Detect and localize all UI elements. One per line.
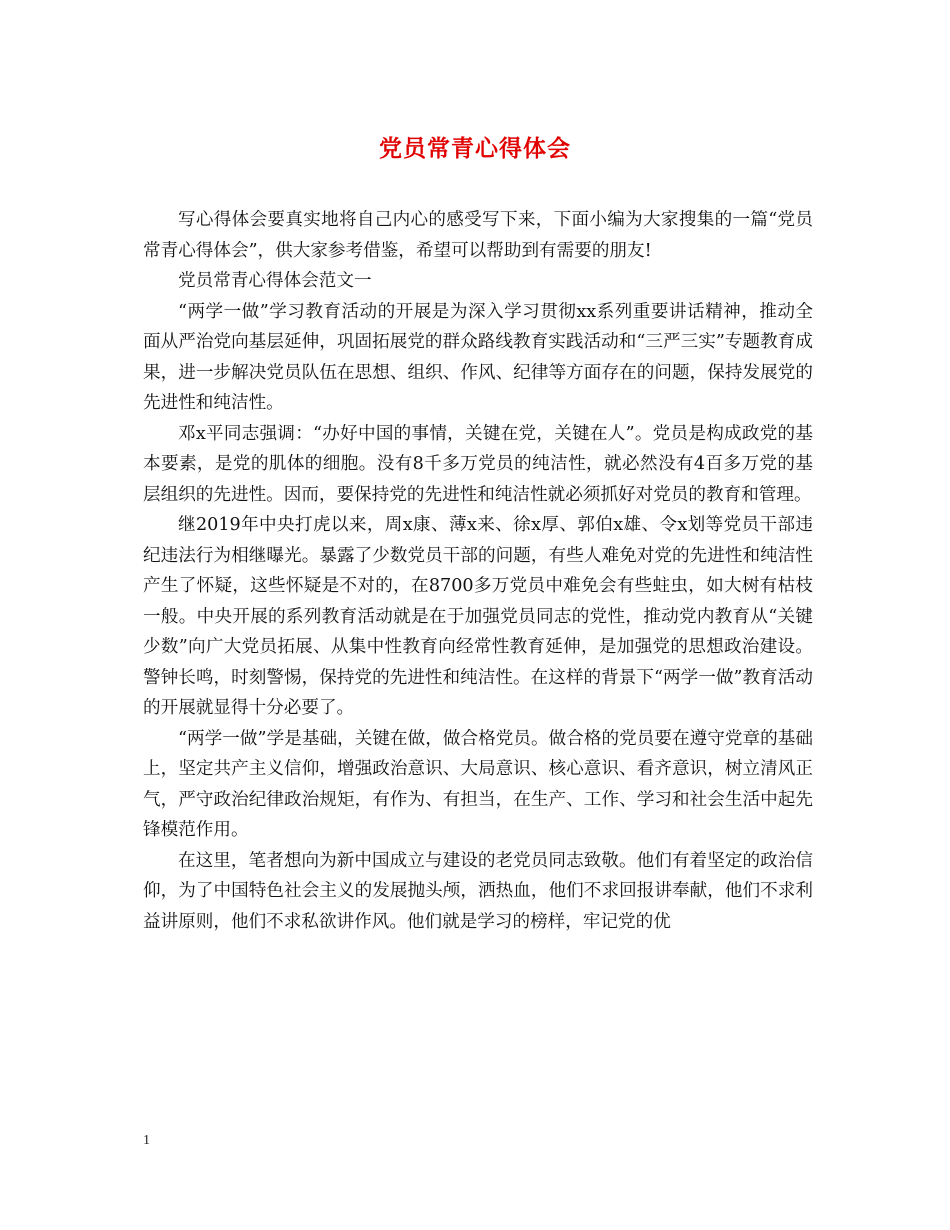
body-paragraph: 在这里，笔者想向为新中国成立与建设的老党员同志致敬。他们有着坚定的政治信仰，为了中国特色社会主义的发展抛头颅，洒热血，他们不求回报讲奉献，他们不求利益讲原则，他们不求私欲讲作风。他们就是学习的榜样，牢记党的优 [143, 850, 813, 932]
body-paragraph: “两学一做”学习教育活动的开展是为深入学习贯彻xx系列重要讲话精神，推动全面从严治党向基层延伸，巩固拓展党的群众路线教育实践活动和“三严三实”专题教育成果，进一步解决党员队伍在思想、组织、作风、纪律等方面存在的问题，保持发展党的先进性和纯洁性。 [143, 301, 813, 413]
section-heading: 党员常青心得体会范文一 [178, 271, 372, 291]
body-paragraph: “两学一做”学是基础，关键在做，做合格党员。做合格的党员要在遵守党章的基础上，坚定共产主义信仰，增强政治意识、大局意识、核心意识、看齐意识，树立清风正气，严守政治纪律政治规矩，有作为、有担当，在生产、工作、学习和社会生活中起先锋模范作用。 [143, 728, 813, 840]
body-paragraph: 邓x平同志强调：“办好中国的事情，关键在党，关键在人”。党员是构成政党的基本要素，是党的肌体的细胞。没有8千多万党员的纯洁性，就必然没有4百多万党的基层组织的先进性。因而，要保持党的先进性和纯洁性就必须抓好对党员的教育和管理。 [143, 423, 813, 505]
document-body [143, 205, 813, 937]
page-number: 1 [143, 1133, 150, 1148]
document-title: 党员常青心得体会 [379, 135, 571, 162]
intro-paragraph: 写心得体会要真实地将自己内心的感受写下来，下面小编为大家搜集的一篇“党员常青心得体会”，供大家参考借鉴，希望可以帮助到有需要的朋友! [143, 210, 813, 261]
body-paragraph: 继2019年中央打虎以来，周x康、薄x来、徐x厚、郭伯x雄、令x划等党员干部违纪违法行为相继曝光。暴露了少数党员干部的问题，有些人难免对党的先进性和纯洁性产生了怀疑，这些怀疑是不对的，在8700多万党员中难免会有些蛀虫，如大树有枯枝一般。中央开展的系列教育活动就是在于加强党员同志的党性，推动党内教育从“关键少数”向广大党员拓展、从集中性教育向经常性教育延伸，是加强党的思想政治建设。警钟长鸣，时刻警惕，保持党的先进性和纯洁性。在这样的背景下“两学一做”教育活动的开展就显得十分必要了。 [143, 515, 813, 718]
